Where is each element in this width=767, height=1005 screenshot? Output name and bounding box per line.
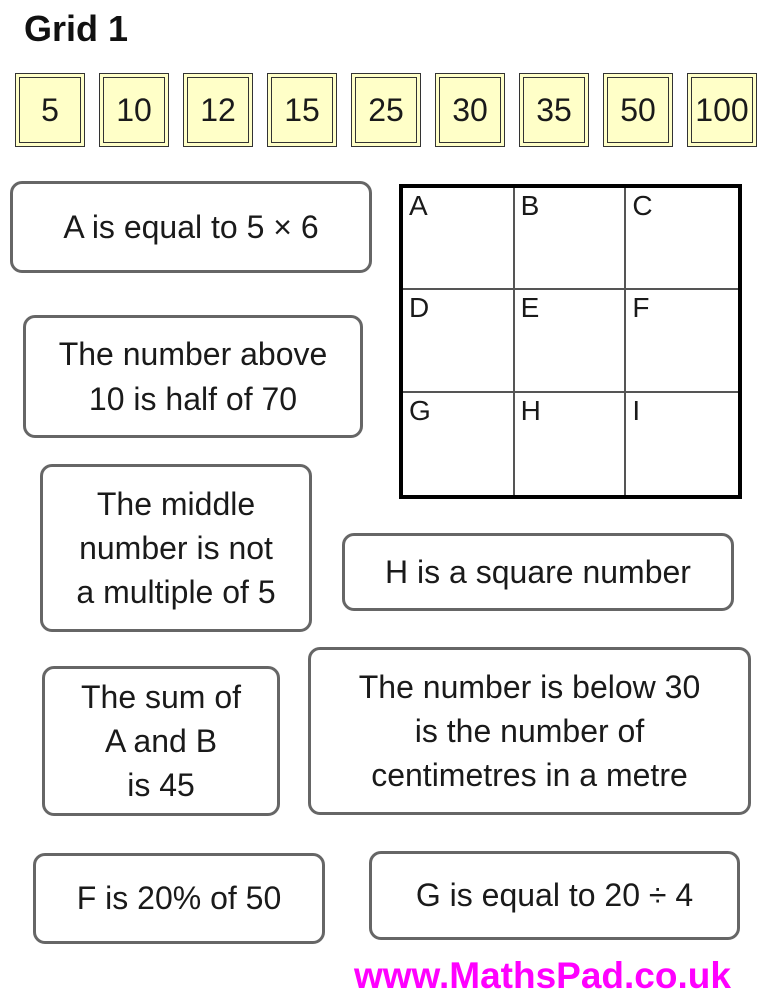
clue-card: G is equal to 20 ÷ 4 [369, 851, 740, 940]
cell-label: A [409, 190, 428, 221]
cell-label: F [632, 292, 650, 324]
cell-label: B [520, 190, 540, 221]
clue-card: F is 20% of 50 [33, 853, 325, 944]
grid-cell[interactable] [515, 393, 627, 495]
footer-url[interactable]: www.MathsPad.co.uk [354, 955, 731, 996]
number-card[interactable]: 50 [603, 73, 673, 147]
grid-cell[interactable] [515, 188, 627, 290]
grid-cell[interactable] [403, 290, 515, 392]
grid-cell[interactable] [515, 290, 627, 392]
grid-cell[interactable] [626, 188, 738, 290]
number-card[interactable]: 12 [183, 73, 253, 147]
grid-cell[interactable] [403, 188, 515, 290]
number-card[interactable]: 100 [687, 73, 757, 147]
clue-card: H is a square number [342, 533, 734, 611]
grid-cell[interactable] [626, 393, 738, 495]
clue-card: The number is below 30 is the number of centimetres in a metre [308, 647, 751, 815]
answer-grid [399, 184, 742, 499]
cell-label: I [632, 394, 641, 426]
clue-card: A is equal to 5 × 6 [10, 181, 372, 273]
clue-card: The sum of A and B is 45 [42, 666, 280, 816]
number-card[interactable]: 35 [519, 73, 589, 147]
grid-cell[interactable] [403, 393, 515, 495]
number-card[interactable]: 30 [435, 73, 505, 147]
cell-label: C [632, 190, 653, 221]
number-card[interactable]: 25 [351, 73, 421, 147]
number-card[interactable]: 15 [267, 73, 337, 147]
grid-cell[interactable] [626, 290, 738, 392]
clue-card: The middle number is not a multiple of 5 [40, 464, 312, 632]
cell-label: E [520, 292, 540, 324]
cell-label: G [409, 394, 431, 426]
number-card[interactable]: 5 [15, 73, 85, 147]
cell-label: H [520, 394, 541, 426]
number-card[interactable]: 10 [99, 73, 169, 147]
cell-label: D [409, 292, 430, 324]
clue-card: The number above 10 is half of 70 [23, 315, 363, 438]
page-title: Grid 1 [24, 8, 129, 49]
